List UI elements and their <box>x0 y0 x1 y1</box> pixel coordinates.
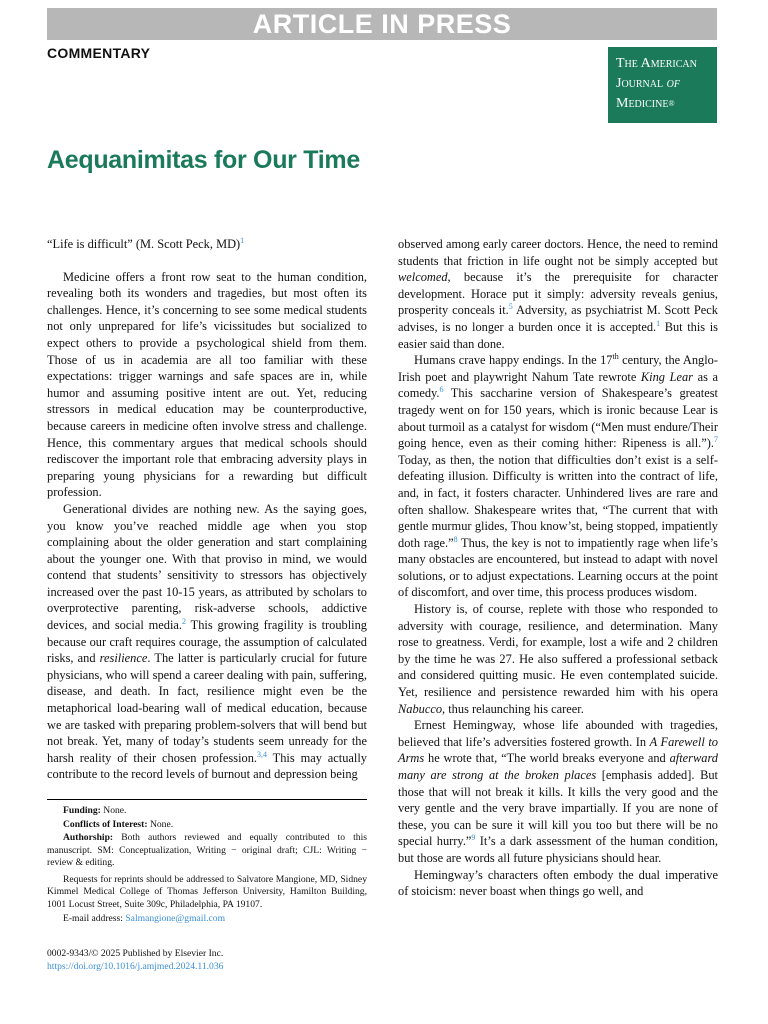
text-run: , thus relaunching his career. <box>442 701 584 716</box>
text-run: This growing fragility is troubling because our craft requires courage, the assumption of calculated risks, and <box>47 618 367 666</box>
emphasis: resilience <box>99 651 148 666</box>
right-column <box>398 236 718 900</box>
ref-link[interactable]: 8 <box>453 534 458 544</box>
logo-word-medicine: Medicine <box>616 96 669 112</box>
text-run: century, the Anglo-Irish poet and playwright Nahum Tate rewrote <box>398 353 718 384</box>
emphasis: welcomed, <box>398 270 451 285</box>
email-link[interactable]: Salmangione@gmail.com <box>125 913 226 924</box>
text-run: [emphasis added]. But those that will not break it kills. It kills the very good and the very gentle and the very brave impartially. If you are none of these, you can be sure it will kill you too but there will be no special hurry.” <box>398 768 718 849</box>
text-run: It’s a dark assessment of the human condition, but those are words all future physicians should hear. <box>398 834 718 865</box>
ref-link[interactable]: 3,4 <box>257 749 268 759</box>
issn-copyright: 0002-9343/© 2025 Published by Elsevier Inc. <box>47 948 224 959</box>
emphasis: Nabucco <box>398 701 443 716</box>
article-in-press-banner: ARTICLE IN PRESS <box>47 8 717 40</box>
text-run: observed among early career doctors. Hence, the need to remind students that friction in life ought not be simply accepted but <box>398 237 718 268</box>
text-run: History is, of course, replete with those who responded to adversity with courage, resilience, and determination. Many rose to greatness. Verdi, for example, lost a wife and 2 children by the time he was 27. He also suffered a professional setback and considered quitting music. He even contemplated suicide. Yet, resilience and persistence rewarded him with his opera <box>398 602 718 700</box>
ref-link[interactable]: 9 <box>471 833 476 843</box>
paragraph <box>398 236 718 352</box>
emphasis: A Farewell to Arms <box>398 734 718 766</box>
paragraph: Hemingway’s characters often embody the dual imperative of stoicism: never boast when things go well, and <box>398 867 718 899</box>
text-run: he wrote that, “The world breaks everyone and <box>424 751 670 766</box>
paragraph <box>398 352 718 601</box>
ref-link[interactable]: 6 <box>439 385 444 395</box>
text-run: Adversity, as psychiatrist M. Scott Peck advises, is no longer a burden once it is accepted. <box>398 303 718 334</box>
registered-mark: ® <box>668 99 675 108</box>
emphasis: King Lear <box>640 369 693 384</box>
epigraph <box>47 236 367 253</box>
footnote-divider <box>47 799 367 800</box>
email-note <box>47 913 367 926</box>
page-footer <box>47 948 223 973</box>
ref-link[interactable]: 1 <box>240 235 245 245</box>
logo-line-3 <box>616 94 717 114</box>
conflicts-note <box>47 819 367 832</box>
text-run: Today, as then, the notion that difficulties don’t exist is a self-defeating illusion. Difficulty is written into the contract of life, and, in fact, it fosters character. Unhindered lives are rare and often shallow. Shakespeare writes that, “The current that with gentle murmur glides, Thou know’st, being stopped, impatiently doth rage.” <box>398 452 718 550</box>
logo-line-1: The American <box>616 56 697 71</box>
section-label: COMMENTARY <box>47 45 151 61</box>
funding-note <box>47 805 367 818</box>
ref-link[interactable]: 2 <box>182 616 186 626</box>
emphasis: afterward many are strong at the broken places <box>398 751 718 782</box>
conflicts-text: None. <box>147 818 174 830</box>
ref-link[interactable]: 5 <box>508 302 513 312</box>
ref-link[interactable]: 1 <box>656 318 661 328</box>
paragraph <box>398 601 718 717</box>
footnotes <box>47 805 367 927</box>
paragraph: Medicine offers a front row seat to the human condition, revealing both its wonders and tragedies, but most often its challenges. Hence, it’s concerning to see some medical students not only unprepared for life’s vicissitudes but socialized to expect others to provide a psychological shield from them. Those of us in academia are all too familiar with these expectations: trigger warnings and safe spaces are in, while humor and assuming positive intent are out. Yet, reducing stressors in medical education may be counterproductive, because careers in medicine often involve stress and challenge. Hence, this commentary argues that medical schools should rediscover the important role that embracing adversity plays in preparing young physicians for a rewarding but difficult profession. <box>47 269 367 500</box>
text-run: Generational divides are nothing new. As the saying goes, you know you’ve reached middle age when you stop complaining about the older generation and start complaining about the younger one. With that proviso in mind, we would contend that students’ sensitivity to stressors has objectively increased over the past 10-15 years, as attributed by scholars to overprotective parenting, risk-adverse schools, addictive devices, and social media. <box>47 501 367 633</box>
journal-logo <box>608 47 717 123</box>
authorship-text: Both authors reviewed and equally contributed to this manuscript. SM: Conceptualization, Writing − original draft; CJL: Writing − review & editing. <box>47 832 367 868</box>
logo-word-of: of <box>666 76 680 91</box>
ordinal-suffix: th <box>612 352 619 362</box>
ref-link[interactable]: 7 <box>714 435 718 444</box>
funding-label: Funding: <box>63 805 101 816</box>
left-column <box>47 236 367 783</box>
text-run: This may actually contribute to the record levels of burnout and depression being <box>47 750 367 782</box>
authorship-label: Authorship: <box>63 832 114 843</box>
epigraph-text: “Life is difficult” (M. Scott Peck, MD) <box>47 237 241 251</box>
paragraph <box>47 501 367 783</box>
text-run: Humans crave happy endings. In the 17 <box>414 353 613 368</box>
logo-word-journal: Journal <box>616 76 664 91</box>
paragraph <box>398 717 718 866</box>
text-run: This saccharine version of Shakespeare’s greatest tragedy went on for 150 years, which is ironic because Lear is about turmoil as a catalyst for wisdom (“Men must endure/Their going hence, even as their coming hither: Ripeness is all.”). <box>398 386 718 451</box>
funding-text: None. <box>100 805 127 816</box>
text-run: as a comedy. <box>398 369 718 401</box>
article-title: Aequanimitas for Our Time <box>47 146 360 174</box>
text-run: because it’s the prerequisite for character development. Horace put it simply: adversity reveals genius, prosperity conceals it. <box>398 270 718 318</box>
text-run: Ernest Hemingway, whose life abounded with tragedies, believed that life’s adversities fostered growth. In <box>398 718 718 749</box>
doi-link[interactable]: https://doi.org/10.1016/j.amjmed.2024.11.036 <box>47 960 224 972</box>
authorship-note <box>47 832 367 870</box>
logo-line-2 <box>616 74 717 94</box>
reprints-note: Requests for reprints should be addressed to Salvatore Mangione, MD, Sidney Kimmel Medical College of Thomas Jefferson University, Hamilton Building, 1001 Locust Street, Suite 309c, Philadelphia, PA 19107. <box>47 873 367 910</box>
conflicts-label: Conflicts of Interest: <box>63 818 148 830</box>
text-run: Thus, the key is not to impatiently rage when life’s many obstacles are encountered, but instead to adapt with novel solutions, or to adjust expectations. Learning occurs at the point of discomfort, and over time, this process produces wisdom. <box>398 535 718 600</box>
email-label: E-mail address: <box>63 913 126 924</box>
text-run: . The latter is particularly crucial for future physicians, who will spend a career dealing with pain, suffering, disease, and death. In fact, resilience might even be the metaphorical load-bearing wall of medical education, because we are tasked with preparing problem-solvers that will bend but not break. Yet, many of today’s students seem unready for the harsh reality of their chosen profession. <box>47 651 368 765</box>
text-run: But this is easier said than done. <box>398 319 718 351</box>
